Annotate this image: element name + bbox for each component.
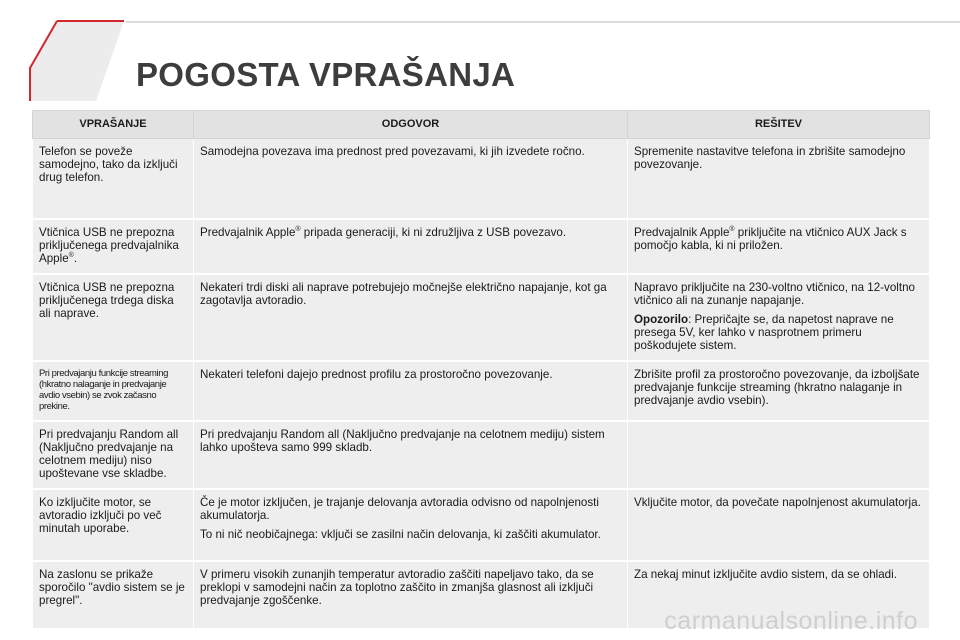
table-row <box>33 139 930 219</box>
answer-text: Predvajalnik Apple <box>200 225 296 239</box>
answer-text-note: To ni nič neobičajnega: vključi se zasilni način delovanja, ki zaščiti akumulator. <box>200 527 601 541</box>
table-row <box>33 421 930 489</box>
registered-mark: ® <box>295 225 301 233</box>
faq-table <box>32 110 930 630</box>
question-text: Vtičnica USB ne prepozna priključenega predvajalnika Apple <box>39 225 179 265</box>
table-row <box>33 219 930 274</box>
solution-cell <box>628 421 930 489</box>
column-header-answer: ODGOVOR <box>194 111 628 139</box>
registered-mark: ® <box>729 225 735 233</box>
question-cell: Vtičnica USB ne prepozna priključenega trdega diska ali naprave. <box>33 274 194 361</box>
answer-text: Če je motor izključen, je trajanje delovanja avtoradia odvisno od napolnjenosti akumulatorja. <box>200 495 599 522</box>
question-cell: Ko izključite motor, se avtoradio izključi po več minutah uporabe. <box>33 489 194 561</box>
solution-text: Predvajalnik Apple <box>634 225 730 239</box>
question-cell <box>33 219 194 274</box>
solution-cell: Za nekaj minut izključite avdio sistem, da se ohladi. <box>628 561 930 629</box>
question-cell: Pri predvajanju funkcije streaming (hkratno nalaganje in predvajanje avdio vsebin) se zvok začasno prekine. <box>33 361 194 421</box>
table-row <box>33 489 930 561</box>
question-text-end: . <box>73 251 78 265</box>
solution-cell <box>628 219 930 274</box>
column-header-question: VPRAŠANJE <box>33 111 194 139</box>
answer-cell: Pri predvajanju Random all (Naključno predvajanje na celotnem mediju) sistem lahko upošteva samo 999 skladb. <box>194 421 628 489</box>
watermark: carmanualsonline.info <box>664 607 918 635</box>
answer-cell <box>194 489 628 561</box>
solution-cell: Spremenite nastavitve telefona in zbrišite samodejno povezovanje. <box>628 139 930 219</box>
solution-cell: Vključite motor, da povečate napolnjenost akumulatorja. <box>628 489 930 561</box>
page-header <box>0 0 960 110</box>
warning-text: : Prepričajte se, da napetost naprave ne presega 5V, ker lahko v nasprotnem primeru poškodujete sistem. <box>634 312 894 352</box>
answer-cell: V primeru visokih zunanjih temperatur avtoradio zaščiti napeljavo tako, da se preklopi v samodejni način za toplotno zaščito in zmanjša glasnost ali izključi predvajanje zgoščenke. <box>194 561 628 629</box>
answer-cell: Nekateri telefoni dajejo prednost profilu za prostoročno povezovanje. <box>194 361 628 421</box>
table-header-row <box>33 111 930 139</box>
answer-text-end: pripada generaciji, ki ni združljiva z USB povezavo. <box>300 225 567 239</box>
solution-warning <box>634 313 923 352</box>
question-cell: Na zaslonu se prikaže sporočilo "avdio sistem se je pregrel". <box>33 561 194 629</box>
table-row <box>33 361 930 421</box>
answer-cell <box>194 219 628 274</box>
solution-text-end: priključite na vtičnico AUX Jack s pomočjo kabla, ki ni priložen. <box>634 225 907 252</box>
solution-text: Napravo priključite na 230-voltno vtičnico, na 12-voltno vtičnico ali na zunanje napajanje. <box>634 280 915 307</box>
solution-cell: Zbrišite profil za prostoročno povezovanje, da izboljšate predvajanje funkcije streaming (hkratno nalaganje in predvajanje avdio vsebin). <box>628 361 930 421</box>
answer-cell: Nekateri trdi diski ali naprave potrebujejo močnejše električno napajanje, kot ga zagotavlja avtoradio. <box>194 274 628 361</box>
answer-cell: Samodejna povezava ima prednost pred povezavami, ki jih izvedete ročno. <box>194 139 628 219</box>
question-cell: Telefon se poveže samodejno, tako da izključi drug telefon. <box>33 139 194 219</box>
column-header-solution: REŠITEV <box>628 111 930 139</box>
page-title: POGOSTA VPRAŠANJA <box>136 56 516 93</box>
table-row <box>33 274 930 361</box>
solution-cell <box>628 274 930 361</box>
question-cell: Pri predvajanju Random all (Naključno predvajanje na celotnem mediju) niso upoštevane vse skladbe. <box>33 421 194 489</box>
warning-label: Opozorilo <box>634 312 689 326</box>
registered-mark: ® <box>68 251 74 259</box>
